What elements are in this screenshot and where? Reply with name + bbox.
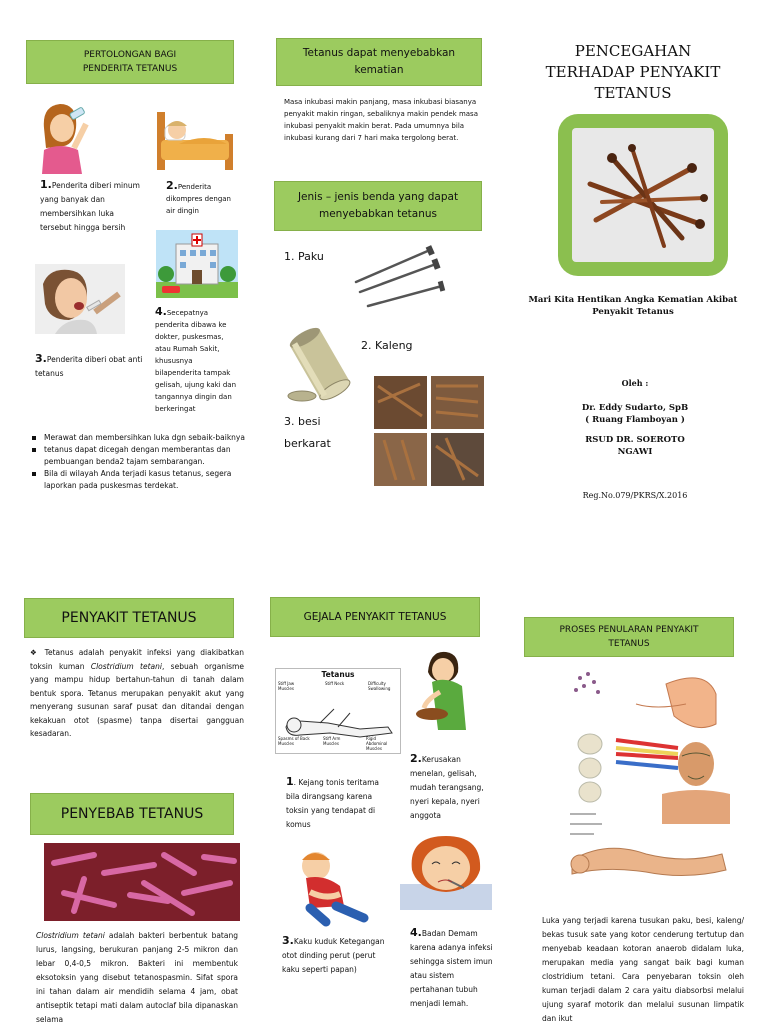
- symptom-4: [410, 926, 494, 1011]
- cause-species: Clostridium tetani: [36, 931, 105, 940]
- cover-author-name: Dr. Eddy Sudarto, SpB: [581, 403, 689, 413]
- description-part-a: Tetanus adalah penyakit infeksi yang diakibatkan toksin kuman: [30, 648, 244, 671]
- poster-labels-top: [278, 681, 398, 701]
- poster-label: Difficulty Swallowing: [368, 681, 391, 691]
- description-part-b: , sebuah organisme yang mampu hidup bertahun-tahun di tanah dalam bentuk spora. Tetanus merupakan penyakit akut yang menyerang susunan saraf pusat dan ditandai dengan kekakuan otot (spasme) tanpa disertai gangguan kesadaran.: [30, 661, 244, 738]
- item-kaleng: 2. Kaleng: [361, 339, 413, 352]
- transmission-header-line2: TETANUS: [608, 639, 650, 649]
- poster-title: Tetanus: [321, 670, 355, 679]
- cover-title: [528, 41, 738, 104]
- aid-step-4: [155, 306, 241, 415]
- tetanus-objects-header: [274, 181, 482, 231]
- poster-label: Rigid Abdominal Muscles: [366, 736, 388, 751]
- incubation-text: Masa inkubasi makin panjang, masa inkubasi biasanya penyakit makin ringan, sebaliknya makin pendek masa inkubasi penyakit makin berat. Pada umumnya bila inkubasi kurang dari 7 hari maka tergolong berat.: [284, 98, 478, 142]
- transmission-text: Luka yang terjadi karena tusukan paku, besi, kaleng/ bekas tusuk sate yang kotor cenderung tertutup dan menyebab keadaan kotoran anaerob didalam luka, merupakan media yang sangat baik bagi kuman clostridium tetani. Cara penyebaran toksin oleh kuman terjadi dalam 2 cara yaitu diabsorbsi melalui ujung syaraf motorik dan melalui susunan limpatik dan ikut: [542, 916, 744, 1023]
- cover-title-line2: TERHADAP PENYAKIT: [545, 63, 721, 81]
- nails-image: [350, 244, 446, 314]
- description-species: Clostridium tetani: [90, 661, 162, 671]
- poster-label: Stiff Neck: [325, 681, 345, 686]
- poster-labels-bottom: [278, 736, 398, 751]
- aid-step-2: [166, 180, 238, 217]
- item-besi: [284, 411, 331, 455]
- symptoms-header-text: GEJALA PENYAKIT TETANUS: [303, 611, 447, 623]
- bullet-item: tetanus dapat dicegah dengan memberantas dan pembuangan benda2 tajam sembarangan.: [28, 444, 246, 468]
- symptom-1-text: . Kejang tonis teritama bila dirangsang karena toksin yang tendapat di komus: [286, 778, 379, 829]
- symptom-3-text: Kaku kuduk Ketegangan otot dinding perut (perut kaku seperti papan): [282, 937, 385, 974]
- tetanus-cause-header: [30, 793, 234, 835]
- tetanus-objects-header-line2: menyebabkan tetanus: [318, 208, 437, 220]
- symptom-2-number: 2.: [410, 752, 422, 765]
- tetanus-fatal-header-line1: Tetanus dapat menyebabkan: [302, 47, 456, 59]
- symptom-2-text: Kerusakan menelan, gelisah, mudah terangsang, nyeri kepala, nyeri anggota: [410, 755, 484, 820]
- can-image: [284, 326, 356, 404]
- aid-step-3-number: 3.: [35, 352, 47, 365]
- aid-step-3-text: Penderita diberi obat anti tetanus: [35, 355, 143, 378]
- fever-person-illustration: [398, 830, 494, 912]
- first-aid-header-line2: PENDERITA TETANUS: [82, 64, 178, 74]
- cover-title-line3: TETANUS: [594, 84, 672, 102]
- item-besi-line2: berkarat: [284, 437, 331, 450]
- nauseous-person-illustration: [410, 642, 478, 732]
- symptom-1-number: 1: [286, 775, 294, 788]
- symptom-3-number: 3.: [282, 934, 294, 947]
- cover-rusty-nails-image: [572, 128, 714, 262]
- transmission-diagram: [566, 664, 730, 904]
- transmission-header: [524, 617, 734, 657]
- tetanus-disease-header: [24, 598, 234, 638]
- symptom-1: [286, 775, 390, 832]
- stomach-ache-illustration: [280, 846, 374, 928]
- bullet-item: Merawat dan membersihkan luka dgn sebaik-baiknya: [28, 432, 246, 444]
- aid-step-1-text: Penderita diberi minum yang banyak dan membersihkan luka tersebut hingga bersih: [40, 181, 140, 232]
- cover-title-line1: PENCEGAHAN: [574, 42, 692, 60]
- prevention-bullets: [28, 432, 246, 492]
- drinking-water-illustration: [34, 98, 100, 174]
- aid-step-2-number: 2.: [166, 179, 178, 192]
- poster-label: Stiff Jaw Muscles: [278, 681, 295, 691]
- hospital-illustration: [156, 230, 238, 298]
- cause-text: [36, 929, 238, 1024]
- symptom-4-number: 4.: [410, 926, 422, 939]
- tetanus-fatal-header: [276, 38, 482, 86]
- symptoms-header: [270, 597, 480, 637]
- rusty-iron-collage: [374, 376, 484, 486]
- tetanus-fatal-header-line2: kematian: [354, 64, 404, 76]
- diamond-bullet-icon: ❖: [30, 648, 45, 657]
- aid-step-4-text: Secepatnya penderita dibawa ke dokter, puskesmas, atau Rumah Sakit, khususnya bilapenderita tampak gelisah, ujung kaki dan tangannya dingin dan berkeringat: [155, 309, 236, 413]
- tetanus-objects-header-line1: Jenis – jenis benda yang dapat: [297, 191, 459, 203]
- cover-hospital-line1: RSUD DR. SOEROTO: [585, 435, 685, 445]
- tetanus-disease-header-text: PENYAKIT TETANUS: [61, 610, 197, 626]
- cover-by-label: Oleh :: [621, 378, 649, 388]
- symptom-4-text: Badan Demam karena adanya infeksi sehingga sistem imun atau sistem pertahanan tubuh menjadi lemah.: [410, 929, 493, 1008]
- cover-author-unit: ( Ruang Flamboyan ): [585, 415, 685, 425]
- aid-step-4-number: 4.: [155, 305, 167, 318]
- cover-tagline: Mari Kita Hentikan Angka Kematian Akibat Penyakit Tetanus: [528, 295, 738, 317]
- cover-reg-number: Reg.No.079/PKRS/X.2016: [582, 491, 688, 500]
- poster-label: Stiff Arm Muscles: [323, 736, 341, 746]
- first-aid-header-line1: PERTOLONGAN BAGI: [83, 50, 177, 60]
- transmission-header-line1: PROSES PENULARAN PENYAKIT: [559, 625, 699, 635]
- poster-label: Spasms of Back Muscles: [278, 736, 310, 746]
- bacteria-image: [44, 843, 240, 921]
- bullet-item: Bila di wilayah Anda terjadi kasus tetanus, segera laporkan pada puskesmas terdekat.: [28, 468, 246, 492]
- tetanus-poster: [275, 668, 401, 754]
- child-medicine-photo: [35, 264, 125, 334]
- item-paku: 1. Paku: [284, 250, 324, 263]
- aid-step-3: [35, 352, 145, 381]
- cause-description: adalah bakteri berbentuk batang lurus, langsing, berukuran panjang 2-5 mikron dan lebar 0,4-0,5 mikron. Bakteri ini membentuk eksotoksin yang disebut tetanospasmin. Sifat spora ini tahan dalam air mendidih selama 4 jam, obat antiseptik tetapi mati dalam autoclaf bila dipanaskan selama: [36, 931, 238, 1024]
- cover-hospital-line2: NGAWI: [617, 447, 653, 457]
- cover-hospital: [540, 434, 730, 458]
- first-aid-header: [26, 40, 234, 84]
- symptom-2: [410, 752, 494, 823]
- aid-step-2-text: Penderita dikompres dengan air dingin: [166, 183, 231, 215]
- tetanus-cause-header-text: PENYEBAB TETANUS: [60, 806, 204, 822]
- aid-step-1: [40, 178, 148, 235]
- symptom-3: [282, 934, 388, 977]
- sick-in-bed-illustration: [155, 104, 235, 174]
- tetanus-description: [30, 646, 244, 741]
- item-besi-line1: 3. besi: [284, 415, 321, 428]
- cover-author: [540, 402, 730, 426]
- cover-image-frame: [558, 114, 728, 276]
- aid-step-1-number: 1.: [40, 178, 52, 191]
